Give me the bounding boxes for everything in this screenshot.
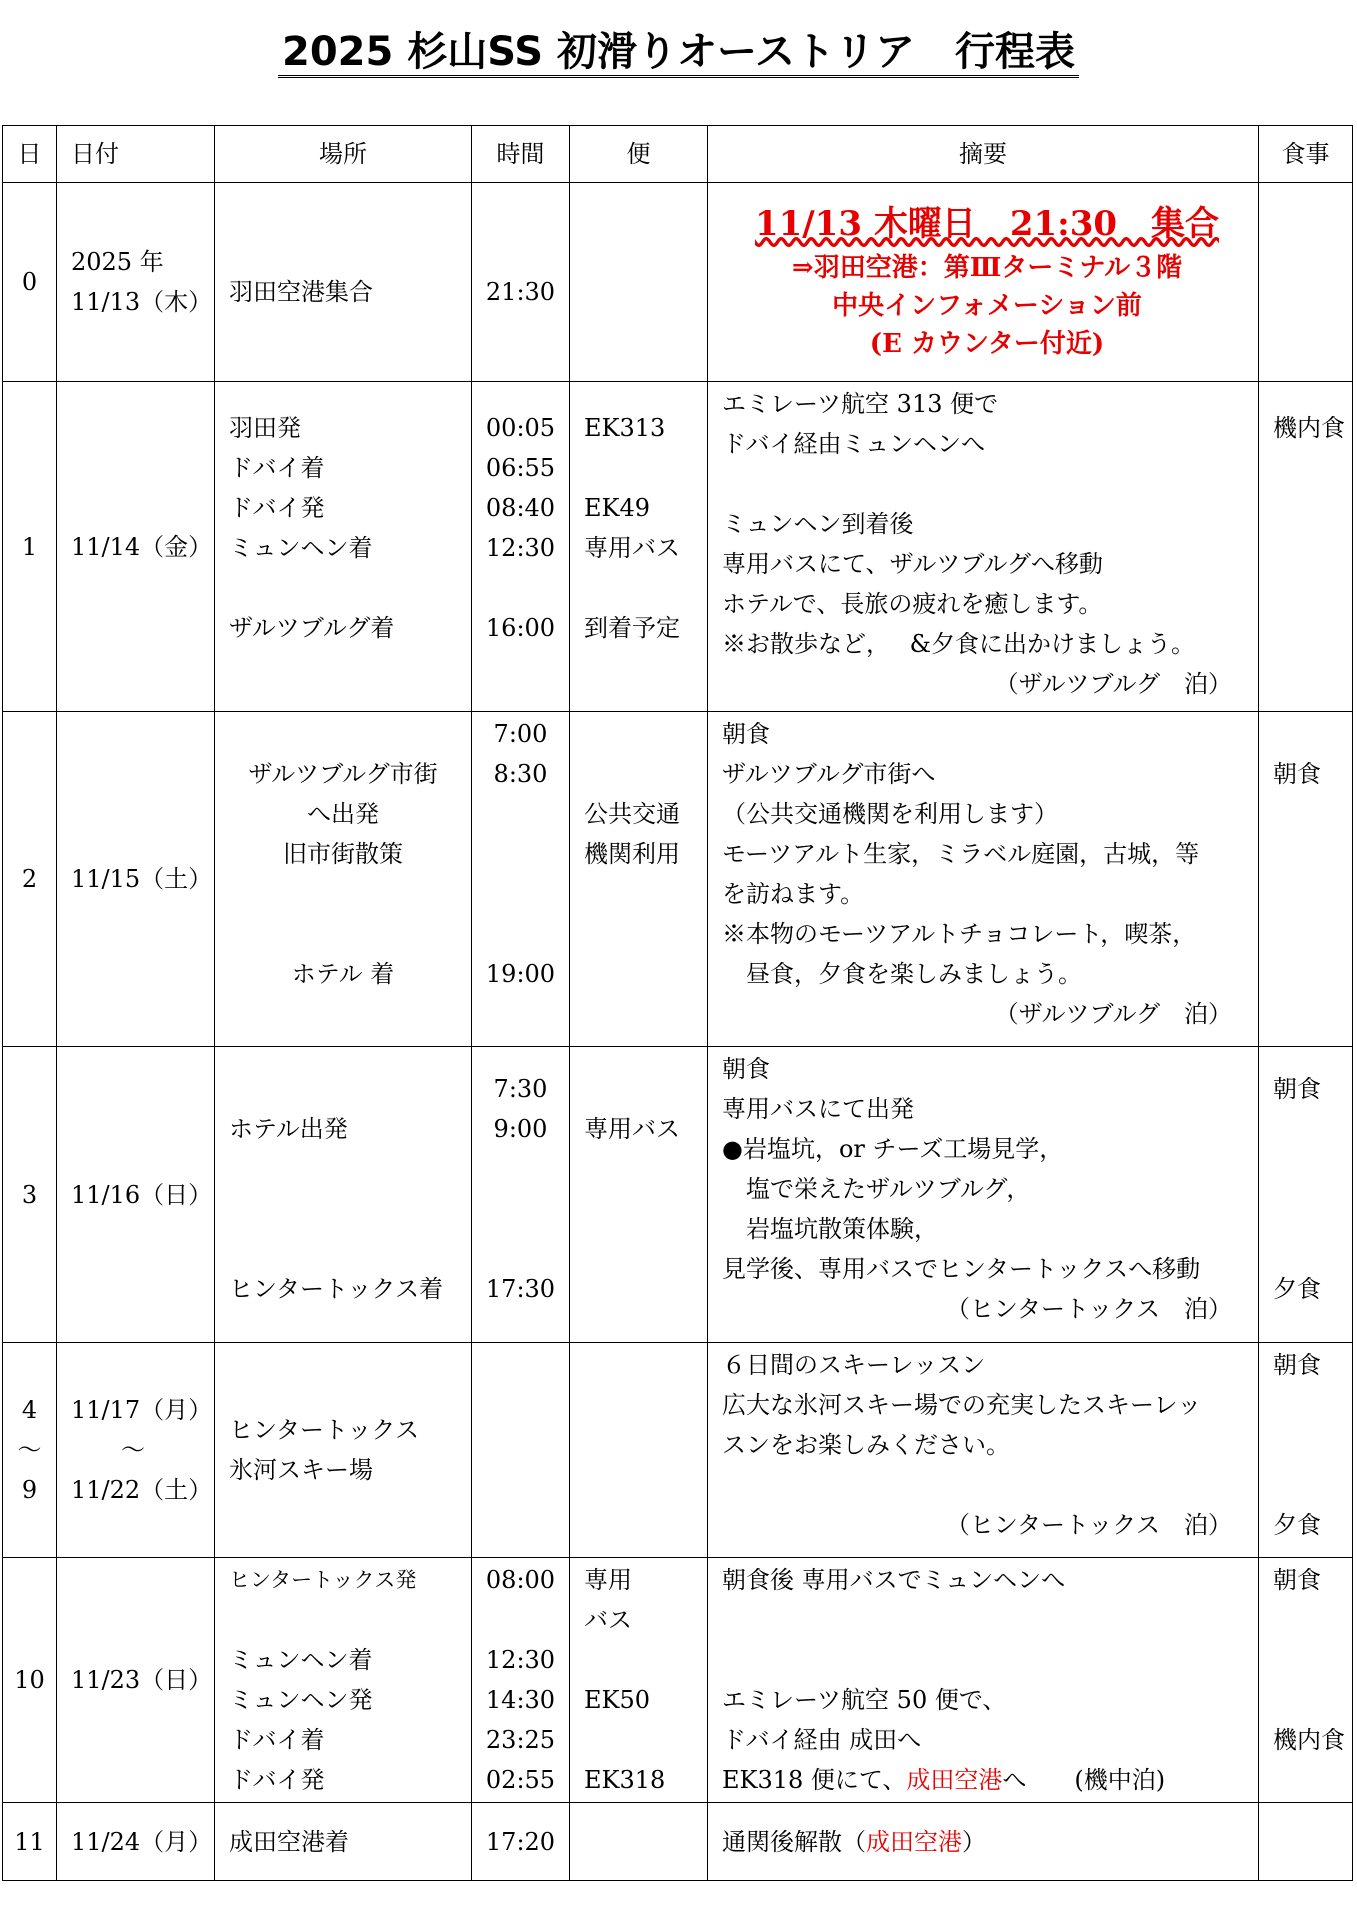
table-row bbox=[3, 1343, 1353, 1558]
date-line: 11/23（日） bbox=[71, 1666, 213, 1694]
note-cell bbox=[708, 382, 1259, 712]
time-line: 06:55 bbox=[485, 454, 556, 482]
time-line: 08:40 bbox=[485, 494, 556, 522]
place-cell bbox=[215, 1558, 472, 1803]
flight-cell bbox=[570, 183, 708, 382]
time-cell bbox=[472, 712, 570, 1047]
flight-line: EK50 bbox=[584, 1686, 650, 1714]
note-text: 通関後解散（ bbox=[722, 1827, 866, 1856]
place-cell bbox=[215, 382, 472, 712]
flight-line bbox=[584, 448, 707, 488]
place-line: ドバイ着 bbox=[229, 1726, 325, 1754]
note-line: ドバイ経由 成田へ bbox=[722, 1726, 922, 1754]
page-title bbox=[0, 20, 1357, 77]
place-line bbox=[229, 1600, 471, 1640]
time-line bbox=[472, 568, 569, 608]
itinerary-table bbox=[2, 125, 1353, 1881]
time-line: 12:30 bbox=[485, 534, 556, 562]
note-line: 朝食 bbox=[722, 720, 770, 748]
date-line: 11/17（月） bbox=[71, 1396, 213, 1424]
place-line: ミュンヘン着 bbox=[229, 1646, 373, 1674]
flight-line bbox=[584, 568, 707, 608]
header-day: 日 bbox=[3, 126, 57, 183]
note-line: を訪ねます。 bbox=[722, 880, 865, 908]
flight-cell bbox=[570, 1558, 708, 1803]
meal-line: 朝食 bbox=[1273, 1075, 1321, 1103]
time-line: 00:05 bbox=[485, 414, 556, 442]
time-line: 17:30 bbox=[485, 1275, 556, 1303]
note-stay-line: （ヒンタートックス 泊） bbox=[945, 1295, 1232, 1323]
meal-cell bbox=[1259, 1343, 1353, 1558]
header-note: 摘要 bbox=[708, 126, 1259, 183]
place-line: 羽田発 bbox=[229, 414, 301, 442]
flight-line: 専用バス bbox=[584, 1115, 680, 1143]
note-line: 塩で栄えたザルツブルグ， bbox=[722, 1175, 1031, 1203]
time-line bbox=[472, 1600, 569, 1640]
note-line: 専用バスにて出発 bbox=[722, 1095, 914, 1123]
note-line bbox=[722, 1600, 1252, 1640]
date-line: 2025 年 bbox=[71, 248, 164, 276]
note-line: ６日間のスキーレッスン bbox=[722, 1351, 986, 1379]
note-line: 見学後、専用バスでヒンタートックスへ移動 bbox=[722, 1255, 1201, 1283]
meal-line: 朝食 bbox=[1273, 1351, 1321, 1379]
time-line bbox=[472, 834, 569, 874]
place-line bbox=[215, 914, 471, 954]
meeting-headline: 11/13 木曜日 21:30 集合 bbox=[754, 204, 1220, 244]
place-line: ミュンヘン着 bbox=[229, 534, 373, 562]
note-line: エミレーツ航空 313 便で bbox=[722, 390, 999, 418]
note-line: 朝食 bbox=[722, 1055, 770, 1083]
time-line: 9:00 bbox=[493, 1115, 548, 1143]
flight-line: EK313 bbox=[584, 414, 666, 442]
page-title-text: 2025 杉山SS 初滑りオーストリア 行程表 bbox=[278, 29, 1079, 78]
place-cell bbox=[215, 1343, 472, 1558]
flight-line: 機関利用 bbox=[584, 840, 680, 868]
place-line: 成田空港着 bbox=[229, 1827, 349, 1856]
flight-line bbox=[584, 1640, 707, 1680]
time-cell bbox=[472, 382, 570, 712]
place-line: ドバイ発 bbox=[229, 494, 325, 522]
place-cell bbox=[215, 712, 472, 1047]
note-stay-line: （ヒンタートックス 泊） bbox=[945, 1511, 1232, 1539]
note-stay-line: （ザルツブルグ 泊） bbox=[994, 670, 1232, 698]
note-line: 昼食，夕食を楽しみましょう。 bbox=[722, 960, 1082, 988]
date-range-sep: 〜 bbox=[121, 1436, 145, 1464]
note-cell bbox=[708, 1558, 1259, 1803]
time-line: 19:00 bbox=[485, 960, 556, 988]
place-line: ドバイ着 bbox=[229, 454, 325, 482]
meal-cell bbox=[1259, 183, 1353, 382]
day-number: 9 bbox=[21, 1476, 38, 1504]
note-line bbox=[722, 1760, 1252, 1800]
place-line bbox=[229, 568, 471, 608]
date-line: 11/14（金） bbox=[71, 532, 213, 561]
note-cell bbox=[708, 1343, 1259, 1558]
time-cell bbox=[472, 1558, 570, 1803]
day-cell bbox=[3, 1047, 57, 1343]
time-cell bbox=[472, 183, 570, 382]
note-line: ●岩塩坑，or チーズ工場見学， bbox=[722, 1135, 1064, 1163]
day-number: 1 bbox=[21, 532, 38, 561]
meal-line: 朝食 bbox=[1273, 1566, 1321, 1594]
flight-cell bbox=[570, 712, 708, 1047]
time-line: 8:30 bbox=[493, 760, 548, 788]
meal-cell bbox=[1259, 1803, 1353, 1881]
date-cell bbox=[57, 712, 215, 1047]
note-line: スンをお楽しみください。 bbox=[722, 1431, 1010, 1459]
place-line: ザルツブルグ市街 bbox=[248, 760, 438, 788]
time-line: 08:00 bbox=[485, 1566, 556, 1594]
place-line: ザルツブルグ着 bbox=[229, 614, 395, 642]
time-cell bbox=[472, 1343, 570, 1558]
flight-line: EK49 bbox=[584, 494, 650, 522]
meeting-location-line: (E カウンター付近) bbox=[869, 329, 1105, 359]
day-number: 11 bbox=[14, 1827, 45, 1856]
meal-cell bbox=[1259, 382, 1353, 712]
note-cell bbox=[708, 712, 1259, 1047]
place-line bbox=[215, 874, 471, 914]
meeting-location-line: ⇒羽田空港：第Ⅲターミナル３階 bbox=[791, 253, 1183, 283]
header-date: 日付 bbox=[57, 126, 215, 183]
flight-cell bbox=[570, 1047, 708, 1343]
day-number: 0 bbox=[21, 268, 38, 296]
date-cell bbox=[57, 1803, 215, 1881]
flight-line: EK318 bbox=[584, 1766, 666, 1794]
note-line bbox=[722, 1640, 1252, 1680]
place-line: ヒンタートックス発 bbox=[229, 1568, 417, 1592]
day-range-sep: 〜 bbox=[17, 1436, 42, 1464]
day-cell bbox=[3, 183, 57, 382]
place-cell bbox=[215, 1047, 472, 1343]
date-cell bbox=[57, 382, 215, 712]
day-number: 2 bbox=[21, 865, 38, 893]
note-text: EK318 便にて、 bbox=[722, 1766, 907, 1794]
place-line: ドバイ発 bbox=[229, 1766, 325, 1794]
note-line: ※お散歩など， &夕食に出かけましょう。 bbox=[722, 630, 1195, 658]
meal-line: 朝食 bbox=[1273, 760, 1321, 788]
time-line: 23:25 bbox=[485, 1726, 556, 1754]
flight-line bbox=[584, 1720, 707, 1760]
note-cell bbox=[708, 1803, 1259, 1881]
flight-cell bbox=[570, 1343, 708, 1558]
note-line: ザルツブルグ市街へ bbox=[722, 760, 936, 788]
place-line: 旧市街散策 bbox=[283, 840, 403, 868]
time-line: 7:30 bbox=[493, 1075, 548, 1103]
note-line: モーツアルト生家，ミラベル庭園，古城，等 bbox=[722, 840, 1200, 868]
table-row bbox=[3, 382, 1353, 712]
date-line: 11/15（土） bbox=[71, 865, 213, 893]
note-line: 専用バスにて、ザルツブルグへ移動 bbox=[722, 550, 1103, 578]
place-line: ミュンヘン発 bbox=[229, 1686, 373, 1714]
time-line: 12:30 bbox=[485, 1646, 556, 1674]
day-cell bbox=[3, 712, 57, 1047]
date-line: 11/13（木） bbox=[71, 288, 213, 316]
meeting-location-line: 中央インフォメーション前 bbox=[832, 291, 1142, 321]
note-cell bbox=[708, 183, 1259, 382]
note-line: 朝食後 専用バスでミュンヘンへ bbox=[722, 1566, 1066, 1594]
note-text: へ (機中泊) bbox=[1002, 1766, 1166, 1794]
note-line: 広大な氷河スキー場での充実したスキーレッ bbox=[722, 1391, 1202, 1419]
flight-cell bbox=[570, 1803, 708, 1881]
meal-line: 夕食 bbox=[1273, 1511, 1321, 1539]
flight-line: 専用バス bbox=[584, 534, 680, 562]
note-line: ホテルで、長旅の疲れを癒します。 bbox=[722, 590, 1103, 618]
note-line: ※本物のモーツアルトチョコレート，喫茶， bbox=[722, 920, 1197, 948]
note-line: ミュンヘン到着後 bbox=[722, 510, 914, 538]
time-line: 16:00 bbox=[485, 614, 556, 642]
date-line: 11/22（土） bbox=[71, 1476, 213, 1504]
meal-line: 機内食 bbox=[1273, 414, 1345, 442]
place-line: ホテル 着 bbox=[291, 960, 395, 988]
time-cell bbox=[472, 1047, 570, 1343]
table-row bbox=[3, 1558, 1353, 1803]
place-line: 羽田空港集合 bbox=[229, 278, 373, 306]
meal-cell bbox=[1259, 1558, 1353, 1803]
table-row bbox=[3, 712, 1353, 1047]
day-number: 3 bbox=[21, 1180, 38, 1209]
date-line: 11/16（日） bbox=[71, 1180, 213, 1209]
note-text: ） bbox=[962, 1827, 986, 1856]
note-cell bbox=[708, 1047, 1259, 1343]
table-row bbox=[3, 1803, 1353, 1881]
note-line: （公共交通機関を利用します） bbox=[722, 800, 1058, 828]
date-cell bbox=[57, 1047, 215, 1343]
meal-line: 夕食 bbox=[1273, 1275, 1321, 1303]
day-number: 4 bbox=[21, 1396, 38, 1424]
date-cell bbox=[57, 183, 215, 382]
day-number: 10 bbox=[14, 1666, 45, 1694]
place-cell bbox=[215, 183, 472, 382]
time-line: 17:20 bbox=[485, 1827, 556, 1856]
time-line bbox=[472, 914, 569, 954]
header-meal: 食事 bbox=[1259, 126, 1353, 183]
meal-cell bbox=[1259, 1047, 1353, 1343]
table-row bbox=[3, 1047, 1353, 1343]
table-row bbox=[3, 183, 1353, 382]
time-cell bbox=[472, 1803, 570, 1881]
meal-cell bbox=[1259, 712, 1353, 1047]
place-line: ヒンタートックス bbox=[229, 1416, 420, 1444]
narita-airport-highlight: 成田空港 bbox=[866, 1827, 962, 1856]
place-line: 氷河スキー場 bbox=[229, 1456, 373, 1484]
time-line: 7:00 bbox=[493, 720, 548, 748]
header-time: 時間 bbox=[472, 126, 570, 183]
day-cell bbox=[3, 382, 57, 712]
time-line: 14:30 bbox=[485, 1686, 556, 1714]
meal-line: 機内食 bbox=[1273, 1726, 1345, 1754]
flight-line: 到着予定 bbox=[584, 614, 680, 642]
date-cell bbox=[57, 1343, 215, 1558]
note-stay-line: （ザルツブルグ 泊） bbox=[994, 1000, 1232, 1028]
place-line: ヒンタートックス着 bbox=[229, 1275, 444, 1303]
place-line: へ出発 bbox=[307, 800, 379, 828]
note-line: 岩塩坑散策体験， bbox=[722, 1215, 938, 1243]
note-line bbox=[722, 464, 1252, 504]
table-header-row bbox=[3, 126, 1353, 183]
place-line: ホテル出発 bbox=[229, 1115, 348, 1143]
day-cell bbox=[3, 1558, 57, 1803]
header-place: 場所 bbox=[215, 126, 472, 183]
place-cell bbox=[215, 1803, 472, 1881]
time-line bbox=[472, 794, 569, 834]
note-line: エミレーツ航空 50 便で、 bbox=[722, 1686, 1007, 1714]
flight-line: バス bbox=[584, 1606, 632, 1634]
flight-cell bbox=[570, 382, 708, 712]
time-line: 21:30 bbox=[485, 278, 556, 306]
narita-airport-highlight: 成田空港 bbox=[906, 1766, 1003, 1794]
note-line bbox=[722, 1822, 1252, 1862]
time-line bbox=[472, 874, 569, 914]
day-cell bbox=[3, 1343, 57, 1558]
flight-line: 専用 bbox=[584, 1566, 632, 1594]
note-line: ドバイ経由ミュンヘンへ bbox=[722, 430, 986, 458]
day-cell bbox=[3, 1803, 57, 1881]
header-flight: 便 bbox=[570, 126, 708, 183]
date-cell bbox=[57, 1558, 215, 1803]
time-line: 02:55 bbox=[485, 1766, 556, 1794]
flight-line: 公共交通 bbox=[584, 800, 680, 828]
date-line: 11/24（月） bbox=[71, 1827, 213, 1856]
